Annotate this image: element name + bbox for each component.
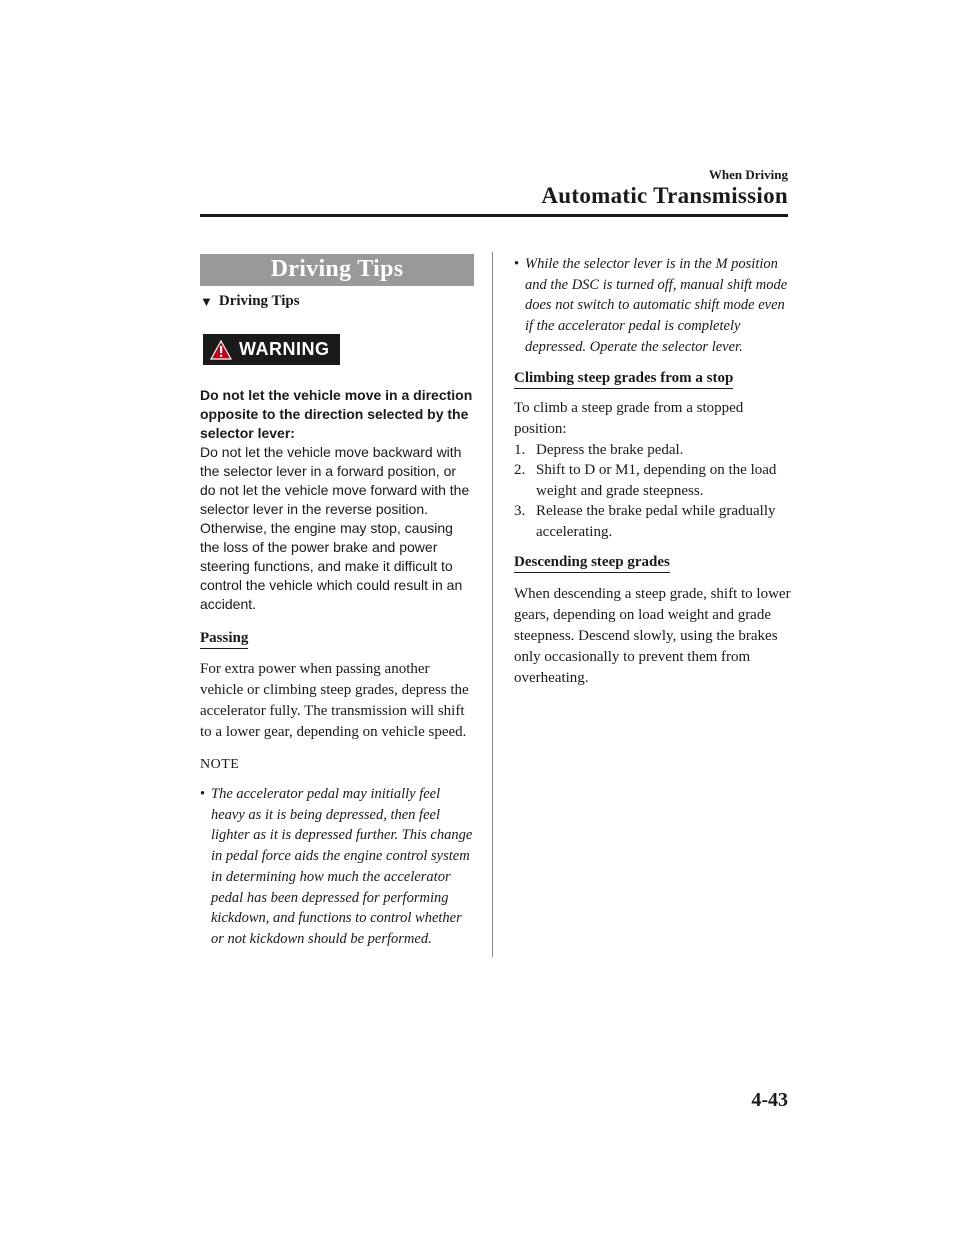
subheading xyxy=(200,293,474,310)
descending-title: Descending steep grades xyxy=(514,554,670,573)
running-header-section: When Driving xyxy=(708,167,788,182)
warning-label: WARNING xyxy=(239,339,330,359)
warning-body: Do not let the vehicle move backward with the selector lever in a forward position, or do not let the vehicle move forward with the selector lever in the reverse position. Otherwise, the engine may stop, causing the loss of the power brake and power steering functions, and make it difficult to control the vehicle which could result in an accident. xyxy=(200,444,470,612)
note-item xyxy=(514,254,794,358)
warning-heading: Do not let the vehicle move in a direction opposite to the direction selected by the selector lever: xyxy=(200,387,473,441)
descending-body: When descending a steep grade, shift to lower gears, depending on load weight and grade steepness. Descend slowly, using the brakes only occasionally to prevent them from overheating. xyxy=(514,586,791,687)
section-banner: Driving Tips xyxy=(200,254,474,286)
bullet-icon: • xyxy=(514,256,520,272)
note-text: The accelerator pedal may initially feel heavy as it is being depressed, then feel lighter as it is depressed further. This change in pedal force aids the engine control system in determining how much the accelerator pedal has been depressed for performing kickdown, and functions to control whether or not kickdown should be performed. xyxy=(211,786,473,947)
climbing-intro: To climb a steep grade from a stopped position: xyxy=(514,399,744,437)
left-column xyxy=(200,254,474,950)
column-divider xyxy=(492,252,493,957)
list-item: 1. Depress the brake pedal. xyxy=(514,441,684,458)
warning-badge xyxy=(203,334,340,365)
list-item: 3. Release the brake pedal while gradually accelerating. xyxy=(514,503,776,540)
page-number: 4-43 xyxy=(751,1089,788,1111)
bullet-icon: • xyxy=(200,786,206,802)
triangle-down-icon: ▼ xyxy=(200,293,213,309)
passing-body: For extra power when passing another vehicle or climbing steep grades, depress the accelerator fully. The transmission will shift to a lower gear, depending on vehicle speed. xyxy=(200,661,469,740)
passing-title: Passing xyxy=(200,630,248,649)
header-rule xyxy=(200,214,788,217)
right-column xyxy=(514,254,794,689)
climbing-title: Climbing steep grades from a stop xyxy=(514,370,733,389)
warning-triangle-icon xyxy=(210,340,232,360)
climbing-steps xyxy=(514,440,794,543)
note-label: NOTE xyxy=(200,757,240,772)
note-item xyxy=(200,784,474,950)
list-item: 2. Shift to D or M1, depending on the load weight and grade steepness. xyxy=(514,462,777,499)
running-header-title: Automatic Transmission xyxy=(541,183,788,208)
subheading-label: Driving Tips xyxy=(218,293,300,309)
note-text: While the selector lever is in the M position and the DSC is turned off, manual shift mode does not switch to automatic shift mode even if the accelerator pedal is completely depressed. Operate the selector lever. xyxy=(525,256,788,355)
